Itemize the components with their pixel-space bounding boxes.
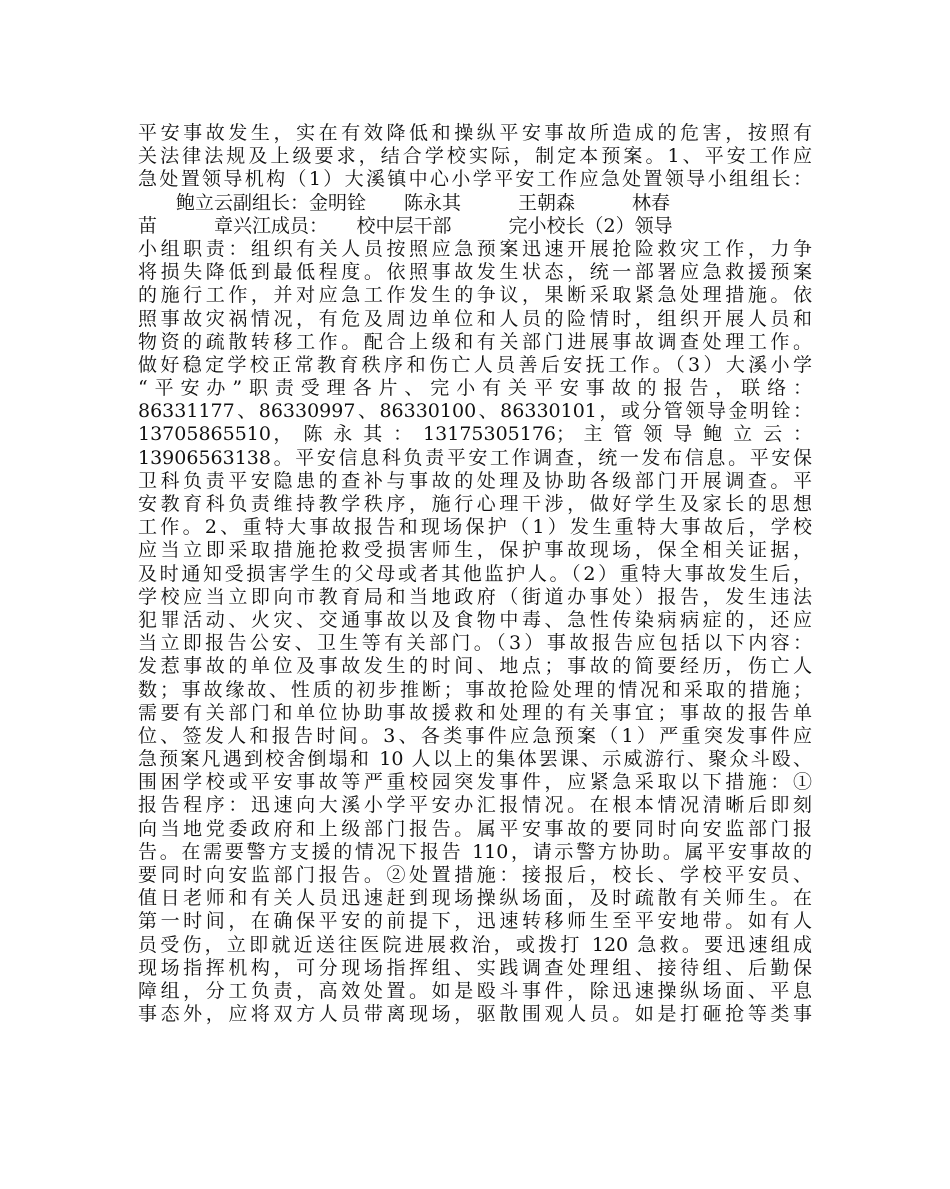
text-line: 告。在需要警方支援的情况下报告 110，请示警方协助。属平安事故的 [138,840,812,863]
text-line: 现场指挥机构，可分现场指挥组、实践调查处理组、接待组、后勤保 [138,956,812,979]
text-line: 学校应当立即向市教育局和当地政府（街道办事处）报告，发生违法 [138,585,812,608]
text-line: 位、签发人和报告时间。3、各类事件应急预案（1）严重突发事件应 [138,724,812,747]
text-line: 的施行工作，并对应急工作发生的争议，果断采取紧急处理措施。依 [138,284,812,307]
text-line: 工作。2、重特大事故报告和现场保护（1）发生重特大事故后，学校 [138,516,812,539]
text-line: 报告程序：迅速向大溪小学平安办汇报情况。在根本情况清晰后即刻 [138,794,812,817]
text-line: 平安事故发生，实在有效降低和操纵平安事故所造成的危害，按照有 [138,122,812,144]
body-text [138,122,812,1026]
text-line: 关法律法规及上级要求，结合学校实际，制定本预案。1、平安工作应 [138,145,812,168]
text-line: 第一时间，在确保平安的前提下，迅速转移师生至平安地带。如有人 [138,910,812,933]
text-line: 安教育科负责维持教学秩序，施行心理干涉，做好学生及家长的思想 [138,493,812,515]
text-line: 将损失降低到最低程度。依照事故发生状态，统一部署应急救援预案 [138,261,812,284]
text-line: 物资的疏散转移工作。配合上级和有关部门进展事故调查处理工作。 [138,330,812,353]
text-line: 应当立即采取措施抢救受损害师生，保护事故现场，保全相关证据， [138,539,812,562]
text-line: 要同时向安监部门报告。②处置措施：接报后，校长、学校平安员、 [138,864,812,886]
text-line: 急预案凡遇到校舍倒塌和 10 人以上的集体罢课、示威游行、聚众斗殴、 [138,748,812,771]
text-line: 事态外，应将双方人员带离现场，驱散围观人员。如是打砸抢等类事 [138,1003,812,1026]
text-line: 苗 章兴江成员： 校中层干部 完小校长（2）领导 [138,214,673,237]
text-line: 需要有关部门和单位协助事故援救和处理的有关事宜；事故的报告单 [138,701,812,724]
text-line: 值日老师和有关人员迅速赶到现场操纵场面，及时疏散有关师生。在 [138,887,812,910]
text-line: 卫科负责平安隐患的查补与事故的处理及协助各级部门开展调查。平 [138,469,812,492]
text-line: 向当地党委政府和上级部门报告。属平安事故的要同时向安监部门报 [138,817,812,840]
text-line: 做好稳定学校正常教育秩序和伤亡人员善后安抚工作。（3）大溪小学 [138,353,812,376]
text-line: “平安办”职责受理各片、完小有关平安事故的报告，联络： [138,377,812,400]
text-line: 13906563138。平安信息科负责平安工作调查，统一发布信息。平安保 [138,446,812,469]
text-line: 小组职责：组织有关人员按照应急预案迅速开展抢险救灾工作，力争 [138,237,812,260]
text-line: 犯罪活动、火灾、交通事故以及食物中毒、急性传染病病症的，还应 [138,608,812,631]
text-line: 照事故灾祸情况，有危及周边单位和人员的险情时，组织开展人员和 [138,307,812,330]
text-line: 86331177、86330997、86330100、86330101，或分管领导金明铨： [138,400,812,423]
text-line: 鲍立云副组长：金明铨 陈永其 王朝森 林春 [176,191,671,214]
text-line: 员受伤，立即就近送往医院进展救治，或拨打 120 急救。要迅速组成 [138,933,812,956]
text-line: 障组，分工负责，高效处置。如是殴斗事件，除迅速操纵场面、平息 [138,979,812,1002]
text-line: 围困学校或平安事故等严重校园突发事件，应紧急采取以下措施：① [138,771,812,794]
text-line: 发惹事故的单位及事故发生的时间、地点；事故的简要经历，伤亡人 [138,655,812,678]
text-line: 数；事故缘故、性质的初步推断；事故抢险处理的情况和采取的措施； [138,678,812,701]
text-line: 及时通知受损害学生的父母或者其他监护人。（2）重特大事故发生后， [138,562,812,585]
text-line: 当立即报告公安、卫生等有关部门。（3）事故报告应包括以下内容： [138,632,812,655]
text-line: 13705865510， 陈 永 其 ： 13175305176； 主 管 领 导 鲍 立 云 ： [138,423,812,446]
text-line: 急处置领导机构（1）大溪镇中心小学平安工作应急处置领导小组组长： [138,168,812,191]
